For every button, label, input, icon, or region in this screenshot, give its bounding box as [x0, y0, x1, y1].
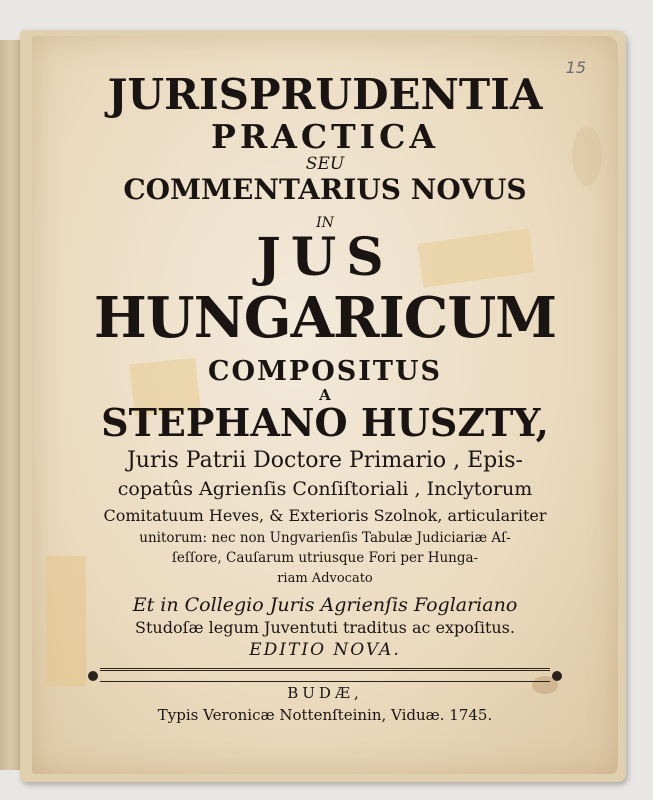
preposition-in: IN [316, 215, 334, 231]
title-line-6: COMPOSITUS [208, 356, 442, 387]
title-line-2: PRACTICA [211, 117, 439, 156]
author-description-4: unitorum: nec non Ungvarienſis Tabulæ Judiciariæ Aſ- [139, 530, 511, 546]
title-line-3: COMMENTARIUS NOVUS [123, 173, 527, 206]
imprint-printer: Typis Veronicæ Nottenſteinin, Viduæ. 1745. [157, 706, 493, 724]
author-name: STEPHANO HUSZTY, [101, 400, 549, 445]
ornamental-rule [100, 668, 550, 682]
page-number: 15 [565, 58, 586, 77]
imprint-place: BUDÆ, [287, 684, 363, 702]
title-line-1: JURISPRUDENTIA [107, 70, 543, 119]
title-line-5: HUNGARICUM [93, 285, 557, 351]
collegio-line: Et in Collegio Juris Agrienſis Foglariano [132, 594, 518, 616]
author-description-3: Comitatuum Heves, & Exterioris Szolnok, articulariter [103, 506, 547, 525]
preposition-a: A [319, 386, 331, 404]
title-page [32, 36, 618, 774]
studiosae-line: Studoſæ legum Juventuti traditus ac expoſitus. [135, 618, 515, 637]
conjunction-seu: SEU [305, 154, 345, 174]
title-line-4: JUS [256, 227, 394, 288]
author-description-1: Juris Patrii Doctore Primario , Epis- [126, 448, 523, 473]
author-description-6: riam Advocato [277, 571, 373, 586]
author-description-5: ſeſſore, Cauſarum utriusque Fori per Hunga- [171, 550, 479, 566]
edition-line: EDITIO NOVA. [249, 640, 401, 660]
author-description-2: copatûs Agrienſis Conſiſtoriali , Inclytorum [117, 478, 533, 500]
